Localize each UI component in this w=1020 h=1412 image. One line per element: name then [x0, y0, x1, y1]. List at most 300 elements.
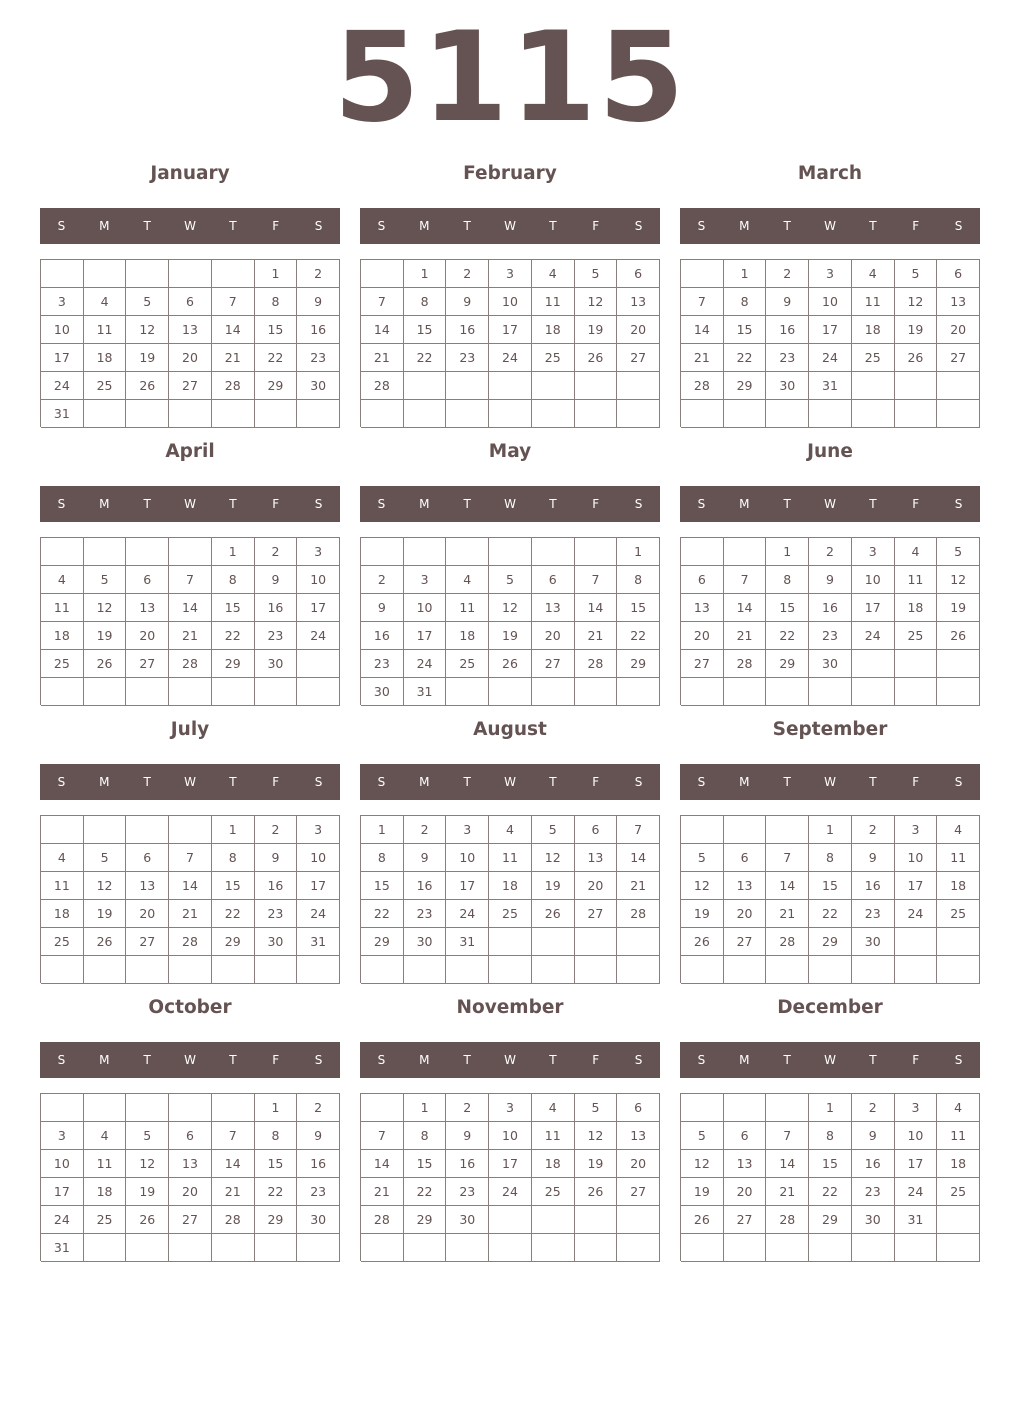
day-cell[interactable]: 21: [361, 1178, 404, 1206]
day-cell[interactable]: 4: [895, 538, 938, 566]
day-cell[interactable]: 18: [895, 594, 938, 622]
day-cell[interactable]: 25: [532, 1178, 575, 1206]
day-cell[interactable]: 16: [404, 872, 447, 900]
day-cell[interactable]: 12: [489, 594, 532, 622]
day-cell[interactable]: 2: [809, 538, 852, 566]
day-cell[interactable]: 15: [404, 1150, 447, 1178]
day-cell[interactable]: 6: [575, 816, 618, 844]
day-cell[interactable]: 18: [41, 622, 84, 650]
day-cell[interactable]: 14: [169, 872, 212, 900]
day-cell[interactable]: 23: [297, 344, 340, 372]
day-cell[interactable]: 8: [255, 1122, 298, 1150]
day-cell[interactable]: 14: [766, 872, 809, 900]
day-cell[interactable]: 11: [84, 316, 127, 344]
day-cell[interactable]: 4: [41, 566, 84, 594]
day-cell[interactable]: 30: [297, 1206, 340, 1234]
day-cell[interactable]: 4: [446, 566, 489, 594]
day-cell[interactable]: 1: [212, 538, 255, 566]
day-cell[interactable]: 3: [489, 1094, 532, 1122]
day-cell[interactable]: 25: [84, 372, 127, 400]
day-cell[interactable]: 10: [852, 566, 895, 594]
day-cell[interactable]: 3: [404, 566, 447, 594]
day-cell[interactable]: 27: [681, 650, 724, 678]
day-cell[interactable]: 13: [575, 844, 618, 872]
day-cell[interactable]: 19: [532, 872, 575, 900]
day-cell[interactable]: 17: [404, 622, 447, 650]
day-cell[interactable]: 6: [126, 844, 169, 872]
day-cell[interactable]: 5: [489, 566, 532, 594]
day-cell[interactable]: 30: [255, 650, 298, 678]
day-cell[interactable]: 13: [724, 872, 767, 900]
day-cell[interactable]: 18: [532, 1150, 575, 1178]
day-cell[interactable]: 13: [937, 288, 980, 316]
day-cell[interactable]: 5: [126, 1122, 169, 1150]
day-cell[interactable]: 20: [575, 872, 618, 900]
day-cell[interactable]: 16: [361, 622, 404, 650]
day-cell[interactable]: 11: [937, 1122, 980, 1150]
day-cell[interactable]: 17: [852, 594, 895, 622]
day-cell[interactable]: 8: [724, 288, 767, 316]
day-cell[interactable]: 12: [575, 288, 618, 316]
day-cell[interactable]: 7: [361, 1122, 404, 1150]
day-cell[interactable]: 30: [852, 1206, 895, 1234]
day-cell[interactable]: 9: [446, 288, 489, 316]
day-cell[interactable]: 8: [212, 566, 255, 594]
day-cell[interactable]: 21: [766, 1178, 809, 1206]
day-cell[interactable]: 3: [895, 816, 938, 844]
day-cell[interactable]: 31: [404, 678, 447, 706]
day-cell[interactable]: 13: [681, 594, 724, 622]
day-cell[interactable]: 27: [169, 1206, 212, 1234]
day-cell[interactable]: 27: [575, 900, 618, 928]
day-cell[interactable]: 14: [766, 1150, 809, 1178]
day-cell[interactable]: 28: [361, 1206, 404, 1234]
day-cell[interactable]: 9: [297, 1122, 340, 1150]
day-cell[interactable]: 24: [895, 1178, 938, 1206]
day-cell[interactable]: 25: [41, 928, 84, 956]
day-cell[interactable]: 27: [532, 650, 575, 678]
day-cell[interactable]: 27: [617, 344, 660, 372]
day-cell[interactable]: 21: [169, 900, 212, 928]
day-cell[interactable]: 9: [852, 1122, 895, 1150]
day-cell[interactable]: 30: [766, 372, 809, 400]
day-cell[interactable]: 23: [361, 650, 404, 678]
day-cell[interactable]: 11: [84, 1150, 127, 1178]
day-cell[interactable]: 27: [724, 928, 767, 956]
day-cell[interactable]: 28: [212, 1206, 255, 1234]
day-cell[interactable]: 5: [84, 566, 127, 594]
day-cell[interactable]: 17: [41, 1178, 84, 1206]
day-cell[interactable]: 1: [255, 1094, 298, 1122]
day-cell[interactable]: 21: [212, 1178, 255, 1206]
day-cell[interactable]: 12: [937, 566, 980, 594]
day-cell[interactable]: 13: [724, 1150, 767, 1178]
day-cell[interactable]: 7: [724, 566, 767, 594]
day-cell[interactable]: 18: [446, 622, 489, 650]
day-cell[interactable]: 27: [937, 344, 980, 372]
day-cell[interactable]: 20: [126, 900, 169, 928]
day-cell[interactable]: 10: [297, 566, 340, 594]
day-cell[interactable]: 4: [852, 260, 895, 288]
day-cell[interactable]: 18: [84, 1178, 127, 1206]
day-cell[interactable]: 10: [446, 844, 489, 872]
day-cell[interactable]: 15: [809, 872, 852, 900]
day-cell[interactable]: 4: [532, 1094, 575, 1122]
day-cell[interactable]: 26: [937, 622, 980, 650]
day-cell[interactable]: 31: [41, 400, 84, 428]
day-cell[interactable]: 28: [169, 650, 212, 678]
day-cell[interactable]: 19: [937, 594, 980, 622]
day-cell[interactable]: 12: [84, 594, 127, 622]
day-cell[interactable]: 8: [766, 566, 809, 594]
day-cell[interactable]: 11: [852, 288, 895, 316]
day-cell[interactable]: 21: [766, 900, 809, 928]
day-cell[interactable]: 27: [126, 650, 169, 678]
day-cell[interactable]: 25: [489, 900, 532, 928]
day-cell[interactable]: 8: [404, 288, 447, 316]
day-cell[interactable]: 12: [575, 1122, 618, 1150]
day-cell[interactable]: 28: [575, 650, 618, 678]
day-cell[interactable]: 2: [446, 1094, 489, 1122]
day-cell[interactable]: 2: [255, 538, 298, 566]
day-cell[interactable]: 23: [852, 1178, 895, 1206]
day-cell[interactable]: 19: [126, 1178, 169, 1206]
day-cell[interactable]: 4: [489, 816, 532, 844]
day-cell[interactable]: 18: [489, 872, 532, 900]
day-cell[interactable]: 26: [895, 344, 938, 372]
day-cell[interactable]: 24: [41, 372, 84, 400]
day-cell[interactable]: 4: [532, 260, 575, 288]
day-cell[interactable]: 16: [809, 594, 852, 622]
day-cell[interactable]: 8: [212, 844, 255, 872]
day-cell[interactable]: 19: [489, 622, 532, 650]
day-cell[interactable]: 9: [255, 844, 298, 872]
day-cell[interactable]: 4: [84, 288, 127, 316]
day-cell[interactable]: 10: [41, 1150, 84, 1178]
day-cell[interactable]: 16: [255, 594, 298, 622]
day-cell[interactable]: 22: [809, 900, 852, 928]
day-cell[interactable]: 29: [255, 1206, 298, 1234]
day-cell[interactable]: 1: [617, 538, 660, 566]
day-cell[interactable]: 10: [895, 844, 938, 872]
day-cell[interactable]: 15: [212, 594, 255, 622]
day-cell[interactable]: 10: [41, 316, 84, 344]
day-cell[interactable]: 27: [724, 1206, 767, 1234]
day-cell[interactable]: 22: [809, 1178, 852, 1206]
day-cell[interactable]: 23: [852, 900, 895, 928]
day-cell[interactable]: 3: [297, 538, 340, 566]
day-cell[interactable]: 5: [84, 844, 127, 872]
day-cell[interactable]: 13: [126, 594, 169, 622]
day-cell[interactable]: 22: [724, 344, 767, 372]
day-cell[interactable]: 4: [937, 816, 980, 844]
day-cell[interactable]: 22: [361, 900, 404, 928]
day-cell[interactable]: 26: [532, 900, 575, 928]
day-cell[interactable]: 21: [681, 344, 724, 372]
day-cell[interactable]: 20: [617, 316, 660, 344]
day-cell[interactable]: 24: [489, 344, 532, 372]
day-cell[interactable]: 25: [446, 650, 489, 678]
day-cell[interactable]: 18: [84, 344, 127, 372]
day-cell[interactable]: 15: [361, 872, 404, 900]
day-cell[interactable]: 9: [766, 288, 809, 316]
day-cell[interactable]: 31: [895, 1206, 938, 1234]
day-cell[interactable]: 12: [84, 872, 127, 900]
day-cell[interactable]: 16: [852, 1150, 895, 1178]
day-cell[interactable]: 31: [809, 372, 852, 400]
day-cell[interactable]: 26: [575, 1178, 618, 1206]
day-cell[interactable]: 6: [681, 566, 724, 594]
day-cell[interactable]: 3: [41, 288, 84, 316]
day-cell[interactable]: 20: [724, 900, 767, 928]
day-cell[interactable]: 26: [126, 1206, 169, 1234]
day-cell[interactable]: 7: [617, 816, 660, 844]
day-cell[interactable]: 25: [532, 344, 575, 372]
day-cell[interactable]: 1: [766, 538, 809, 566]
day-cell[interactable]: 10: [489, 288, 532, 316]
day-cell[interactable]: 20: [126, 622, 169, 650]
day-cell[interactable]: 28: [169, 928, 212, 956]
day-cell[interactable]: 13: [169, 316, 212, 344]
day-cell[interactable]: 8: [255, 288, 298, 316]
day-cell[interactable]: 15: [255, 1150, 298, 1178]
day-cell[interactable]: 20: [532, 622, 575, 650]
day-cell[interactable]: 14: [361, 1150, 404, 1178]
day-cell[interactable]: 29: [809, 1206, 852, 1234]
day-cell[interactable]: 13: [617, 1122, 660, 1150]
day-cell[interactable]: 6: [724, 844, 767, 872]
day-cell[interactable]: 22: [404, 1178, 447, 1206]
day-cell[interactable]: 24: [895, 900, 938, 928]
day-cell[interactable]: 23: [809, 622, 852, 650]
day-cell[interactable]: 19: [895, 316, 938, 344]
day-cell[interactable]: 14: [169, 594, 212, 622]
day-cell[interactable]: 24: [297, 622, 340, 650]
day-cell[interactable]: 6: [937, 260, 980, 288]
day-cell[interactable]: 28: [681, 372, 724, 400]
day-cell[interactable]: 28: [766, 928, 809, 956]
day-cell[interactable]: 10: [404, 594, 447, 622]
day-cell[interactable]: 5: [575, 260, 618, 288]
day-cell[interactable]: 7: [681, 288, 724, 316]
day-cell[interactable]: 2: [852, 1094, 895, 1122]
day-cell[interactable]: 5: [681, 844, 724, 872]
day-cell[interactable]: 16: [446, 1150, 489, 1178]
day-cell[interactable]: 21: [169, 622, 212, 650]
day-cell[interactable]: 26: [681, 928, 724, 956]
day-cell[interactable]: 3: [852, 538, 895, 566]
day-cell[interactable]: 29: [617, 650, 660, 678]
day-cell[interactable]: 14: [681, 316, 724, 344]
day-cell[interactable]: 20: [617, 1150, 660, 1178]
day-cell[interactable]: 24: [404, 650, 447, 678]
day-cell[interactable]: 29: [255, 372, 298, 400]
day-cell[interactable]: 17: [41, 344, 84, 372]
day-cell[interactable]: 14: [575, 594, 618, 622]
day-cell[interactable]: 16: [297, 1150, 340, 1178]
day-cell[interactable]: 19: [575, 316, 618, 344]
day-cell[interactable]: 18: [937, 872, 980, 900]
day-cell[interactable]: 30: [255, 928, 298, 956]
day-cell[interactable]: 23: [297, 1178, 340, 1206]
day-cell[interactable]: 16: [446, 316, 489, 344]
day-cell[interactable]: 28: [212, 372, 255, 400]
day-cell[interactable]: 3: [489, 260, 532, 288]
day-cell[interactable]: 30: [809, 650, 852, 678]
day-cell[interactable]: 14: [617, 844, 660, 872]
day-cell[interactable]: 15: [404, 316, 447, 344]
day-cell[interactable]: 27: [617, 1178, 660, 1206]
day-cell[interactable]: 23: [446, 344, 489, 372]
day-cell[interactable]: 14: [361, 316, 404, 344]
day-cell[interactable]: 2: [255, 816, 298, 844]
day-cell[interactable]: 29: [809, 928, 852, 956]
day-cell[interactable]: 12: [126, 1150, 169, 1178]
day-cell[interactable]: 19: [681, 900, 724, 928]
day-cell[interactable]: 6: [169, 1122, 212, 1150]
day-cell[interactable]: 7: [766, 844, 809, 872]
day-cell[interactable]: 20: [724, 1178, 767, 1206]
day-cell[interactable]: 29: [212, 650, 255, 678]
day-cell[interactable]: 29: [361, 928, 404, 956]
day-cell[interactable]: 14: [212, 316, 255, 344]
day-cell[interactable]: 28: [361, 372, 404, 400]
day-cell[interactable]: 21: [212, 344, 255, 372]
day-cell[interactable]: 11: [41, 594, 84, 622]
day-cell[interactable]: 10: [489, 1122, 532, 1150]
day-cell[interactable]: 17: [489, 316, 532, 344]
day-cell[interactable]: 23: [255, 900, 298, 928]
day-cell[interactable]: 9: [361, 594, 404, 622]
day-cell[interactable]: 12: [532, 844, 575, 872]
day-cell[interactable]: 28: [724, 650, 767, 678]
day-cell[interactable]: 19: [575, 1150, 618, 1178]
day-cell[interactable]: 30: [297, 372, 340, 400]
day-cell[interactable]: 26: [575, 344, 618, 372]
day-cell[interactable]: 4: [937, 1094, 980, 1122]
day-cell[interactable]: 11: [41, 872, 84, 900]
day-cell[interactable]: 25: [41, 650, 84, 678]
day-cell[interactable]: 17: [895, 1150, 938, 1178]
day-cell[interactable]: 25: [937, 900, 980, 928]
day-cell[interactable]: 5: [937, 538, 980, 566]
day-cell[interactable]: 26: [681, 1206, 724, 1234]
day-cell[interactable]: 13: [532, 594, 575, 622]
day-cell[interactable]: 23: [766, 344, 809, 372]
day-cell[interactable]: 11: [895, 566, 938, 594]
day-cell[interactable]: 17: [489, 1150, 532, 1178]
day-cell[interactable]: 2: [404, 816, 447, 844]
day-cell[interactable]: 20: [681, 622, 724, 650]
day-cell[interactable]: 22: [766, 622, 809, 650]
day-cell[interactable]: 25: [84, 1206, 127, 1234]
day-cell[interactable]: 11: [532, 288, 575, 316]
day-cell[interactable]: 24: [852, 622, 895, 650]
day-cell[interactable]: 2: [852, 816, 895, 844]
day-cell[interactable]: 5: [681, 1122, 724, 1150]
day-cell[interactable]: 11: [489, 844, 532, 872]
day-cell[interactable]: 10: [809, 288, 852, 316]
day-cell[interactable]: 8: [404, 1122, 447, 1150]
day-cell[interactable]: 5: [532, 816, 575, 844]
day-cell[interactable]: 30: [852, 928, 895, 956]
day-cell[interactable]: 3: [809, 260, 852, 288]
day-cell[interactable]: 21: [724, 622, 767, 650]
day-cell[interactable]: 13: [617, 288, 660, 316]
day-cell[interactable]: 8: [809, 1122, 852, 1150]
day-cell[interactable]: 10: [895, 1122, 938, 1150]
day-cell[interactable]: 19: [84, 622, 127, 650]
day-cell[interactable]: 28: [766, 1206, 809, 1234]
day-cell[interactable]: 18: [532, 316, 575, 344]
day-cell[interactable]: 8: [617, 566, 660, 594]
day-cell[interactable]: 16: [255, 872, 298, 900]
day-cell[interactable]: 19: [126, 344, 169, 372]
day-cell[interactable]: 6: [724, 1122, 767, 1150]
day-cell[interactable]: 26: [489, 650, 532, 678]
day-cell[interactable]: 12: [895, 288, 938, 316]
day-cell[interactable]: 4: [41, 844, 84, 872]
day-cell[interactable]: 22: [404, 344, 447, 372]
day-cell[interactable]: 12: [126, 316, 169, 344]
day-cell[interactable]: 31: [41, 1234, 84, 1262]
day-cell[interactable]: 5: [895, 260, 938, 288]
day-cell[interactable]: 20: [169, 344, 212, 372]
day-cell[interactable]: 14: [724, 594, 767, 622]
day-cell[interactable]: 31: [297, 928, 340, 956]
day-cell[interactable]: 12: [681, 872, 724, 900]
day-cell[interactable]: 31: [446, 928, 489, 956]
day-cell[interactable]: 2: [297, 1094, 340, 1122]
day-cell[interactable]: 7: [169, 844, 212, 872]
day-cell[interactable]: 21: [617, 872, 660, 900]
day-cell[interactable]: 6: [617, 260, 660, 288]
day-cell[interactable]: 2: [766, 260, 809, 288]
day-cell[interactable]: 9: [255, 566, 298, 594]
day-cell[interactable]: 21: [575, 622, 618, 650]
day-cell[interactable]: 7: [212, 1122, 255, 1150]
day-cell[interactable]: 24: [809, 344, 852, 372]
day-cell[interactable]: 7: [575, 566, 618, 594]
day-cell[interactable]: 18: [852, 316, 895, 344]
day-cell[interactable]: 29: [212, 928, 255, 956]
day-cell[interactable]: 20: [169, 1178, 212, 1206]
day-cell[interactable]: 7: [766, 1122, 809, 1150]
day-cell[interactable]: 1: [809, 816, 852, 844]
day-cell[interactable]: 2: [446, 260, 489, 288]
day-cell[interactable]: 13: [126, 872, 169, 900]
day-cell[interactable]: 20: [937, 316, 980, 344]
day-cell[interactable]: 22: [212, 622, 255, 650]
day-cell[interactable]: 14: [212, 1150, 255, 1178]
day-cell[interactable]: 1: [724, 260, 767, 288]
day-cell[interactable]: 9: [404, 844, 447, 872]
day-cell[interactable]: 9: [446, 1122, 489, 1150]
day-cell[interactable]: 10: [297, 844, 340, 872]
day-cell[interactable]: 15: [809, 1150, 852, 1178]
day-cell[interactable]: 25: [852, 344, 895, 372]
day-cell[interactable]: 24: [41, 1206, 84, 1234]
day-cell[interactable]: 23: [255, 622, 298, 650]
day-cell[interactable]: 23: [404, 900, 447, 928]
day-cell[interactable]: 24: [446, 900, 489, 928]
day-cell[interactable]: 22: [212, 900, 255, 928]
day-cell[interactable]: 16: [766, 316, 809, 344]
day-cell[interactable]: 8: [809, 844, 852, 872]
day-cell[interactable]: 26: [84, 928, 127, 956]
day-cell[interactable]: 11: [532, 1122, 575, 1150]
day-cell[interactable]: 22: [255, 344, 298, 372]
